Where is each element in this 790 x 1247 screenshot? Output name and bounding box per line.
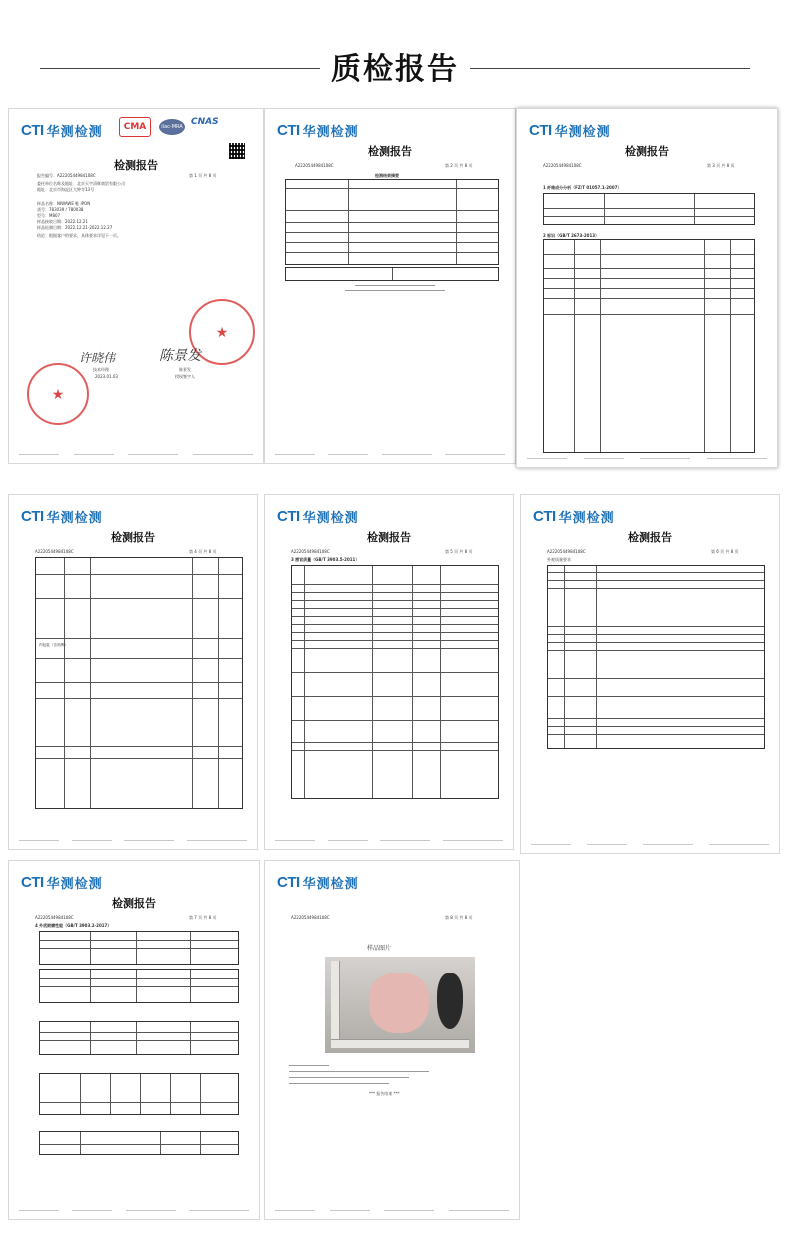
info-line: 报告编号：A2220544984108C bbox=[37, 173, 96, 178]
report-title: 检测报告 bbox=[628, 531, 672, 544]
cti-logo: CTI 华测检测 bbox=[529, 121, 611, 140]
info-line: 样品名称：NIWAWE 鞋 IPON bbox=[37, 201, 91, 206]
page-footer bbox=[19, 1210, 249, 1213]
report-number: A2220544984108C bbox=[547, 549, 586, 554]
standard-table bbox=[285, 267, 499, 281]
report-page-5 bbox=[264, 494, 514, 850]
appearance-table bbox=[547, 565, 765, 749]
page-header bbox=[0, 40, 790, 90]
page-footer bbox=[527, 458, 767, 461]
wear-table-2 bbox=[39, 969, 239, 1003]
section-title: 3 感官质量（GB/T 3903.5-2011） bbox=[291, 557, 360, 562]
page-label: 第 6 页 共 8 页 bbox=[711, 549, 739, 554]
divider-right bbox=[470, 68, 750, 69]
report-number: A2220544984108C bbox=[543, 163, 582, 168]
page-label: 第 8 页 共 8 页 bbox=[445, 915, 473, 920]
page-footer bbox=[275, 454, 505, 457]
report-page-1 bbox=[8, 108, 264, 464]
page-label: 第 5 页 共 8 页 bbox=[445, 549, 473, 554]
report-page-2 bbox=[264, 108, 516, 464]
sensory-table bbox=[291, 565, 499, 799]
info-line: 地址：北京市海淀区大钟寺13号 bbox=[37, 187, 95, 192]
ruler-icon bbox=[331, 1039, 469, 1048]
cti-logo: CTI 华测检测 bbox=[21, 507, 103, 526]
summary-table bbox=[285, 179, 499, 265]
report-page-8 bbox=[264, 860, 520, 1220]
divider-left bbox=[40, 68, 320, 69]
sample-photo bbox=[325, 957, 475, 1053]
report-title: 检测报告 bbox=[367, 531, 411, 544]
signature-approver: 许晓伟 bbox=[79, 351, 116, 365]
report-page-7 bbox=[8, 860, 260, 1220]
info-line: 结论：根据客户的要求，具体要求详见下一页。 bbox=[37, 233, 121, 238]
cnas-cert-mark: CNAS bbox=[191, 117, 219, 127]
page-footer bbox=[275, 840, 503, 843]
wear-table-1 bbox=[39, 931, 239, 965]
section-title: 外观质量要求 bbox=[547, 557, 571, 562]
cti-logo: CTI 华测检测 bbox=[277, 873, 359, 892]
peel-table bbox=[39, 1021, 239, 1055]
report-title: 检测报告 bbox=[114, 159, 158, 172]
label-table bbox=[543, 239, 755, 453]
page-title: 质检报告 bbox=[331, 52, 459, 87]
fiber-table bbox=[543, 193, 755, 225]
info-line: 委托单位名称及地址：北京天宇清辉商贸有限公司 bbox=[37, 181, 125, 186]
report-number: A2220544984108C bbox=[295, 163, 334, 168]
report-number: A2220544984108C bbox=[35, 549, 74, 554]
report-title: 检测报告 bbox=[111, 531, 155, 544]
formaldehyde-table bbox=[39, 1131, 239, 1155]
cma-cert-mark: CMA bbox=[119, 117, 151, 137]
report-number: A2220544984108C bbox=[35, 915, 74, 920]
signer-title: 授权签字人 bbox=[175, 374, 195, 379]
report-title: 检测报告 bbox=[368, 145, 412, 158]
page-label: 第 1 页 共 8 页 bbox=[189, 173, 217, 178]
company-seal: ★ bbox=[189, 299, 255, 365]
approver-title: 技术经理 bbox=[93, 367, 109, 372]
section-title: 1 纤维成分分析（FZ/T 01057.1-2007） bbox=[543, 185, 622, 190]
page-footer bbox=[19, 840, 247, 843]
info-line: 型号：M807 bbox=[37, 213, 61, 218]
page-label: 第 4 页 共 8 页 bbox=[189, 549, 217, 554]
cti-logo: CTI 华测检测 bbox=[277, 121, 359, 140]
cti-logo: CTI 华测检测 bbox=[533, 507, 615, 526]
page-footer bbox=[19, 454, 253, 457]
info-line: 样品接收日期：2022.12.21 bbox=[37, 219, 88, 224]
cti-logo: CTI 华测检测 bbox=[21, 121, 103, 140]
cti-logo: CTI 华测检测 bbox=[277, 507, 359, 526]
page-label: 第 2 页 共 8 页 bbox=[445, 163, 473, 168]
ruler-icon bbox=[331, 961, 340, 1047]
cti-logo: CTI 华测检测 bbox=[21, 873, 103, 892]
report-number: A2220544984108C bbox=[291, 915, 330, 920]
signature-signer: 陈景发 bbox=[159, 348, 201, 364]
report-page-4 bbox=[8, 494, 258, 850]
page-footer bbox=[531, 844, 769, 847]
section-title: 样品图片 bbox=[367, 945, 392, 952]
report-title: 检测报告 bbox=[112, 897, 156, 910]
report-page-6 bbox=[520, 494, 780, 854]
signer-name: 陈景发 bbox=[179, 367, 191, 372]
report-number: A2220544984108C bbox=[291, 549, 330, 554]
approve-date: 2023.01.03 bbox=[95, 374, 118, 379]
row-label: 内包装（含吊牌） bbox=[39, 643, 68, 647]
shoe-icon bbox=[437, 973, 463, 1029]
inspection-seal: ★ bbox=[27, 363, 89, 425]
label-table-cont bbox=[35, 557, 243, 809]
page-label: 第 7 页 共 8 页 bbox=[189, 915, 217, 920]
section-title-2: 2 标识（GB/T 2673-2013） bbox=[543, 233, 600, 238]
section-title: 4 外底耐磨性能（GB/T 3903.2-2017） bbox=[35, 923, 112, 928]
page-footer bbox=[275, 1210, 509, 1213]
report-page-3 bbox=[516, 108, 778, 468]
end-note: *** 报告结束 *** bbox=[369, 1091, 400, 1096]
section-title: 检测结果摘要 bbox=[375, 173, 399, 178]
page-label: 第 3 页 共 8 页 bbox=[707, 163, 735, 168]
report-title: 检测报告 bbox=[625, 145, 669, 158]
ilac-cert-mark: ilac-MRA bbox=[159, 119, 185, 135]
color-table bbox=[39, 1073, 239, 1115]
info-line: 样品检测日期：2022.12.21-2022.12.27 bbox=[37, 225, 113, 230]
shoe-icon bbox=[369, 973, 429, 1033]
info-line: 货号：783039 / 780038 bbox=[37, 207, 84, 212]
